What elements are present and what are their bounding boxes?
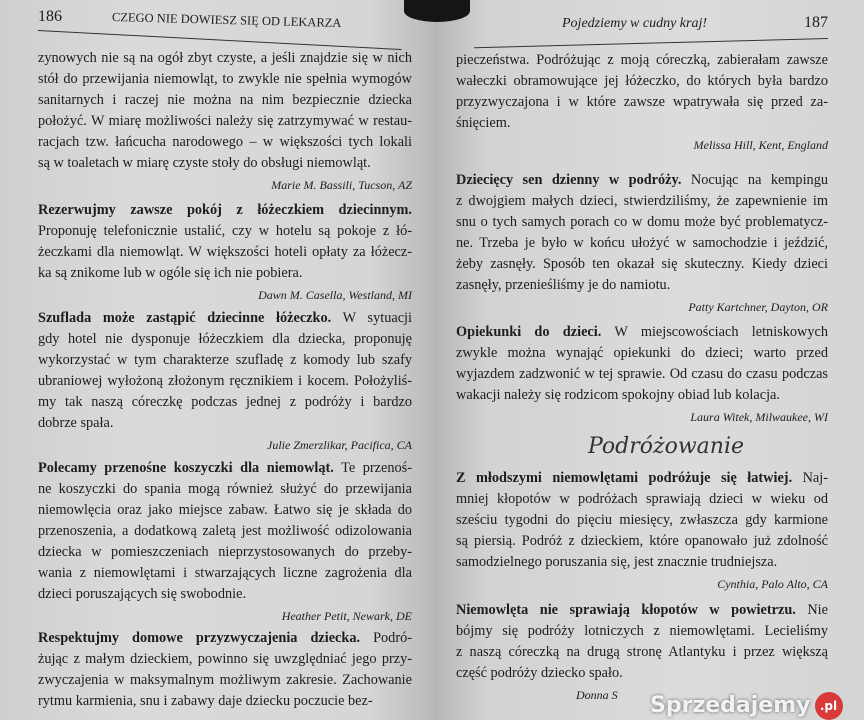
text-line: samodzielnego poruszania się, jest znacznie trudniejsza. (456, 554, 778, 570)
entry-title: Niemowlęta nie sprawiają kłopotów w powietrzu. (456, 602, 796, 618)
entry-title: Szuflada może zastąpić dziecinne łóżeczko. (38, 310, 332, 326)
author-signature: Patty Kartchner, Dayton, OR (688, 300, 828, 314)
text-line (38, 200, 412, 221)
entry-text: W miejscowościach letniskowych (601, 324, 828, 340)
entry (456, 468, 828, 593)
text-line: dziecka w pomieszczeniach nieprzystosowanych do przeby- (38, 544, 412, 560)
watermark (650, 692, 843, 720)
text-line: pieczeństwa. Podróżując z moją córeczką, zabierałam zawsze (456, 52, 828, 68)
right-page (434, 0, 864, 720)
text-line: zwyczajenia w maksymalnym możliwym zakresie. Zachowanie (38, 672, 412, 688)
text-line: część podróży dziecko spało. (456, 665, 623, 681)
book-spine (404, 0, 470, 22)
author-signature: Cynthia, Palo Alto, CA (717, 577, 828, 591)
text-line: z naszą córeczką na drugą stronę Atlantyku i przez większą (456, 644, 828, 660)
author-signature: Marie M. Bassili, Tucson, AZ (271, 178, 412, 192)
text-line: żeczkami dla niemowląt. W większości hoteli opłaty za łóżecz- (38, 244, 412, 260)
page-number: 187 (804, 14, 828, 31)
text-line: śnięciem. (456, 115, 511, 131)
entry (456, 50, 828, 154)
text-line (456, 170, 828, 191)
entry-text: Naj- (792, 470, 828, 486)
page-number: 186 (38, 8, 62, 25)
entry (38, 308, 412, 454)
entry-text: Nie (795, 602, 828, 618)
entry-title: Opiekunki do dzieci. (456, 324, 602, 340)
entry (456, 600, 828, 704)
text-line: ne koszyczki do spania mogą również służyć do przewijania (38, 481, 412, 497)
text-line: dobrze spała. (38, 415, 114, 431)
text-line: są w toaletach w miarę czyste stoły do obsługi niemowląt. (38, 155, 371, 171)
text-line: przyzwyczajona i w które zawsze wpatrywała się przed za- (456, 94, 828, 110)
text-line: sanitarnych i raczej nie można na nim bezpiecznie dziecka (38, 92, 412, 108)
text-line (456, 322, 828, 343)
text-line (38, 458, 412, 479)
text-line (456, 468, 828, 489)
text-line (38, 628, 412, 649)
text-line: wania z niemowlętami i stwarzających liczne zagrożenia dla (38, 565, 412, 581)
entry (38, 458, 412, 625)
text-line: z dwojgiem małych dzieci, stwierdziliśmy, że zapewnienie im (456, 193, 828, 209)
text-line (38, 308, 412, 329)
text-line: ka są znikome lub w ogóle się ich nie pobiera. (38, 265, 303, 281)
text-line: wyjazdem zadzwonić w tej sprawie. Od czasu do czasu podczas (456, 366, 828, 382)
entry-title: Respektujmy domowe przyzwyczajenia dziecka. (38, 630, 361, 646)
entry (38, 48, 412, 194)
watermark-badge: .pl (815, 692, 843, 720)
text-line: żując z małym dzieckiem, powinno się uwzględniać jego przy- (38, 651, 412, 667)
text-line: są piersią. Podróż z dzieckiem, które opanowało już zdolność (456, 533, 828, 549)
running-head: Pojedziemy w cudny kraj! (562, 16, 708, 31)
entry (456, 322, 828, 426)
text-line: położyć. W miarę możliwości należy się zatrzymywać w restau- (38, 113, 412, 129)
author-signature: Heather Petit, Newark, DE (281, 609, 412, 623)
text-line: zasnęły, przenieśliśmy je do namiotu. (456, 277, 671, 293)
author-signature: Julie Zmerzlikar, Pacifica, CA (267, 438, 412, 452)
text-line: ubraniowej wyłożoną złożonym ręcznikiem i kocem. Położyliś- (38, 373, 412, 389)
text-line: przenoszenia, a dodatkową zaletą jest możliwość odizolowania (38, 523, 412, 539)
text-line (456, 600, 828, 621)
entry-title: Rezerwujmy zawsze pokój z łóżeczkiem dziecinnym. (38, 202, 412, 218)
text-line: dzieci poruszających się swobodnie. (38, 586, 247, 602)
text-line: snu o tych samych porach co w domu może być problematycz- (456, 214, 828, 230)
entry-title: Z młodszymi niemowlętami podróżuje się łatwiej. (456, 470, 793, 486)
text-line: rytmu karmienia, snu i zabawy daje dziecku poczucie bez- (38, 693, 373, 709)
text-line: ne. Trzeba je było w końcu ułożyć w samochodzie i jeździć, (456, 235, 828, 251)
watermark-logo: Sprzedajemy (650, 693, 811, 718)
text-line: wykorzystać w tym charakterze szufladę z komody lub szafy (38, 352, 412, 368)
header-rule (474, 38, 828, 48)
text-line: my tak naszą córeczkę podczas jednej z podróży i bardzo (38, 394, 412, 410)
text-line: Proponuję telefonicznie ustalić, czy w hotelu są pokoje z łó- (38, 223, 412, 239)
entry-text: Podró- (360, 630, 413, 646)
entry-text: W sytuacji (331, 310, 412, 326)
text-line: racjach tzw. łańcucha narodowego – w większości tych lokali (38, 134, 412, 150)
section-subheading: Podróżowanie (588, 434, 745, 459)
running-head: CZEGO NIE DOWIESZ SIĘ OD LEKARZA (111, 10, 342, 31)
author-signature: Laura Witek, Milwaukee, WI (690, 410, 828, 424)
author-signature: Melissa Hill, Kent, England (693, 138, 828, 152)
text-line: żeby zasnęły. Sposób ten okazał się skuteczny. Kiedy dzieci (456, 256, 828, 272)
entry (38, 628, 412, 712)
entry-title: Dziecięcy sen dzienny w podróży. (456, 172, 682, 188)
text-line: stół do przewijania niemowląt, to zwykle nie spełnia wymogów (38, 71, 412, 87)
author-signature: Dawn M. Casella, Westland, MI (258, 288, 412, 302)
text-line: gdy hotel nie dysponuje łóżeczkiem dla dziecka, proponuję (38, 331, 412, 347)
author-signature: Donna S (576, 688, 618, 702)
entry-text: Nocując na kempingu (681, 172, 829, 188)
entry-title: Polecamy przenośne koszyczki dla niemowląt. (38, 460, 334, 476)
text-line: zynowych nie są na ogół zbyt czyste, a jeśli znajdzie się w nich (38, 50, 412, 66)
text-line: bójmy się podróży lotniczych z niemowlętami. Lecieliśmy (456, 623, 828, 639)
text-line: niemowlęcia oraz jako miejsce zabaw. Łatwo się je składa do (38, 502, 412, 518)
text-line: zwykle można wynająć opiekunki do dzieci; warto przed (456, 345, 828, 361)
entry-text: Te przenoś- (333, 460, 412, 476)
entry (456, 170, 828, 316)
text-line: wakacji należy się rodzicom spokojny obiad lub kolacja. (456, 387, 780, 403)
text-line: sześciu tygodni do pięciu miesięcy, zwłaszcza gdy karmione (456, 512, 828, 528)
entry (38, 200, 412, 304)
text-line: mniej kłopotów w podróżach sprawiają dzieci w wieku od (456, 491, 828, 507)
text-line: wałeczki obramowujące jej łóżeczko, do których była bardzo (456, 73, 828, 89)
